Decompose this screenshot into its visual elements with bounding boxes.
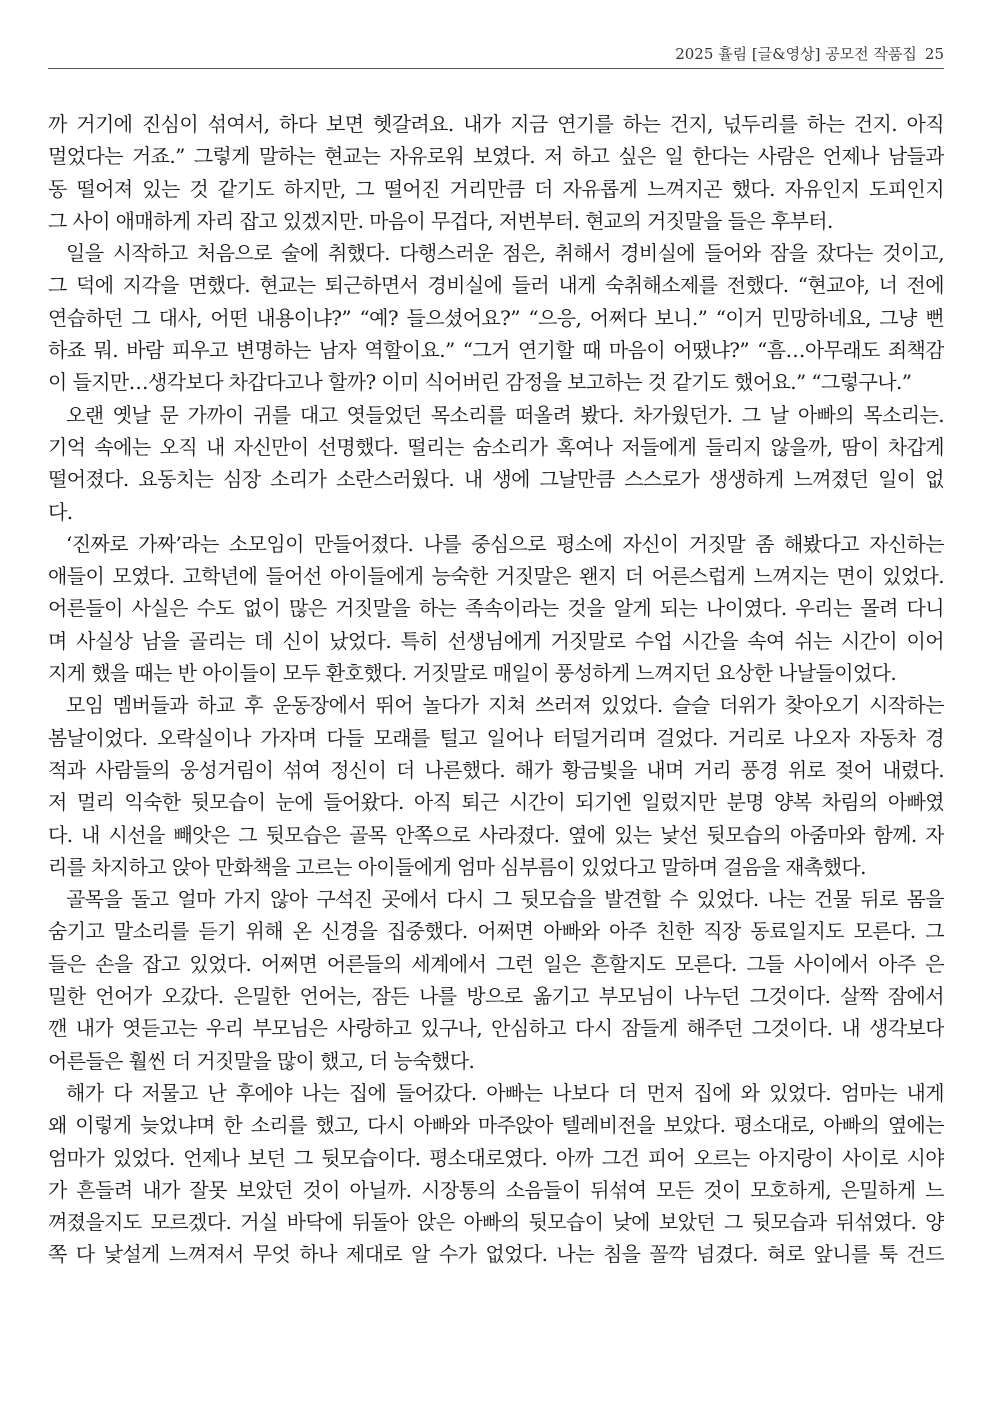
- text-line: 해가 다 저물고 난 후에야 나는 집에 들어갔다. 아빠는 나보다 더 먼저 집에 와 있었다. 엄마는 내게: [66, 1080, 944, 1105]
- text-line: 다. 내 시선을 빼앗은 그 뒷모습은 골목 안쪽으로 사라졌다. 옆에 있는 낯선 뒷모습의 아줌마와 함께. 자: [48, 822, 944, 847]
- text-line: 다.: [48, 499, 73, 524]
- text-line: 하죠 뭐. 바람 피우고 변명하는 남자 역할이요.” “그거 연기할 때 마음이 어땠냐?” “흠…아무래도 죄책감: [48, 338, 944, 363]
- text-line: 엄마가 있었다. 언제나 보던 그 뒷모습이다. 평소대로였다. 아까 그건 피어 오르는 아지랑이 사이로 시야: [48, 1145, 944, 1170]
- page-number: 25: [924, 45, 944, 63]
- text-line: 밀한 언어가 오갔다. 은밀한 언어는, 잠든 나를 방으로 옮기고 부모님이 나누던 그것이다. 살짝 잠에서: [48, 984, 944, 1009]
- running-header: [48, 40, 944, 69]
- text-line: 가 흔들려 내가 잘못 보았던 것이 아닐까. 시장통의 소음들이 뒤섞여 모든 것이 모호하게, 은밀하게 느: [48, 1177, 944, 1202]
- text-line: 떨어졌다. 요동치는 심장 소리가 소란스러웠다. 내 생에 그날만큼 스스로가 생생하게 느껴졌던 일이 없: [48, 467, 944, 492]
- text-line: 기억 속에는 오직 내 자신만이 선명했다. 떨리는 숨소리가 혹여나 저들에게 들리지 않을까, 땀이 차갑게: [48, 434, 944, 459]
- text-line: 왜 이렇게 늦었냐며 한 소리를 했고, 다시 아빠와 마주앉아 텔레비전을 보았다. 평소대로, 아빠의 옆에는: [48, 1113, 944, 1138]
- text-line: 멀었다는 거죠.” 그렇게 말하는 현교는 자유로워 보였다. 저 하고 싶은 일 한다는 사람은 언제나 남들과: [48, 144, 944, 169]
- text-line: 저 멀리 익숙한 뒷모습이 눈에 들어왔다. 아직 퇴근 시간이 되기엔 일렀지만 분명 양복 차림의 아빠였: [48, 790, 944, 815]
- text-line: 봄날이었다. 오락실이나 가자며 다들 모래를 털고 일어나 터덜거리며 걸었다. 거리로 나오자 자동차 경: [48, 725, 944, 750]
- text-line: ‘진짜로 가짜’라는 소모임이 만들어졌다. 나를 중심으로 평소에 자신이 거짓말 좀 해봤다고 자신하는: [66, 531, 944, 556]
- text-line: 며 사실상 남을 골리는 데 신이 났었다. 특히 선생님에게 거짓말로 수업 시간을 속여 쉬는 시간이 이어: [48, 628, 944, 653]
- text-line: 골목을 돌고 얼마 가지 않아 구석진 곳에서 다시 그 뒷모습을 발견할 수 있었다. 나는 건물 뒤로 몸을: [66, 887, 944, 912]
- text-line: 쪽 다 낯설게 느껴져서 무엇 하나 제대로 알 수가 없었다. 나는 침을 꼴깍 넘겼다. 혀로 앞니를 툭 건드: [48, 1242, 944, 1267]
- text-line: 그 덕에 지각을 면했다. 현교는 퇴근하면서 경비실에 들러 내게 숙취해소제를 전했다. “현교야, 너 전에: [48, 273, 944, 298]
- text-line: 껴졌을지도 모르겠다. 거실 바닥에 뒤돌아 앉은 아빠의 뒷모습이 낮에 보았던 그 뒷모습과 뒤섞였다. 양: [48, 1210, 944, 1235]
- text-line: 모임 멤버들과 하교 후 운동장에서 뛰어 놀다가 지쳐 쓰러져 있었다. 슬슬 더위가 찾아오기 시작하는: [66, 693, 944, 718]
- text-line: 지게 했을 때는 반 아이들이 모두 환호했다. 거짓말로 매일이 풍성하게 느껴지던 요상한 나날들이었다.: [48, 661, 897, 686]
- text-line: 까 거기에 진심이 섞여서, 하다 보면 헷갈려요. 내가 지금 연기를 하는 건지, 넋두리를 하는 건지. 아직: [48, 112, 944, 136]
- text-line: 애들이 모였다. 고학년에 들어선 아이들에게 능숙한 거짓말은 왠지 더 어른스럽게 느껴지는 면이 있었다.: [48, 564, 944, 589]
- text-line: 적과 사람들의 웅성거림이 섞여 정신이 더 나른했다. 해가 황금빛을 내며 거리 풍경 위로 젖어 내렸다.: [48, 757, 944, 782]
- text-line: 어른들은 훨씬 더 거짓말을 많이 했고, 더 능숙했다.: [48, 1048, 475, 1073]
- text-line: 어른들이 사실은 수도 없이 많은 거짓말을 하는 족속이라는 것을 알게 되는 나이였다. 우리는 몰려 다니: [48, 596, 944, 621]
- text-line: 동 떨어져 있는 것 같기도 하지만, 그 떨어진 거리만큼 더 자유롭게 느껴지곤 했다. 자유인지 도피인지: [48, 176, 944, 201]
- text-line: 오랜 옛날 문 가까이 귀를 대고 엿들었던 목소리를 떠올려 봤다. 차가웠던가. 그 날 아빠의 목소리는.: [66, 402, 944, 427]
- text-line: 깬 내가 엿듣고는 우리 부모님은 사랑하고 있구나, 안심하고 다시 잠들게 해주던 그것이다. 내 생각보다: [48, 1016, 944, 1041]
- text-line: 이 들지만…생각보다 차갑다고나 할까? 이미 식어버린 감정을 보고하는 것 같기도 했어요.” “그렇구나.”: [48, 370, 912, 395]
- text-line: 리를 차지하고 앉아 만화책을 고르는 아이들에게 엄마 심부름이 있었다고 말하며 걸음을 재촉했다.: [48, 854, 866, 879]
- text-line: 그 사이 애매하게 자리 잡고 있겠지만. 마음이 무겁다, 저번부터. 현교의 거짓말을 들은 후부터.: [48, 208, 833, 233]
- body-text: [48, 108, 944, 1271]
- text-line: 연습하던 그 대사, 어떤 내용이냐?” “예? 들으셨어요?” “으응, 어쩌다 보니.” “이거 민망하네요, 그냥 뻔: [48, 305, 944, 330]
- text-line: 들은 손을 잡고 있었다. 어쩌면 어른들의 세계에서 그런 일은 흔할지도 모른다. 그들 사이에서 아주 은: [48, 951, 944, 976]
- text-line: 숨기고 말소리를 듣기 위해 온 신경을 집중했다. 어쩌면 아빠와 아주 친한 직장 동료일지도 모른다. 그: [48, 919, 944, 944]
- header-title: 2025 휼림 [글&영상] 공모전 작품집: [675, 45, 917, 63]
- text-line: 일을 시작하고 처음으로 술에 취했다. 다행스러운 점은, 취해서 경비실에 들어와 잠을 잤다는 것이고,: [66, 241, 944, 266]
